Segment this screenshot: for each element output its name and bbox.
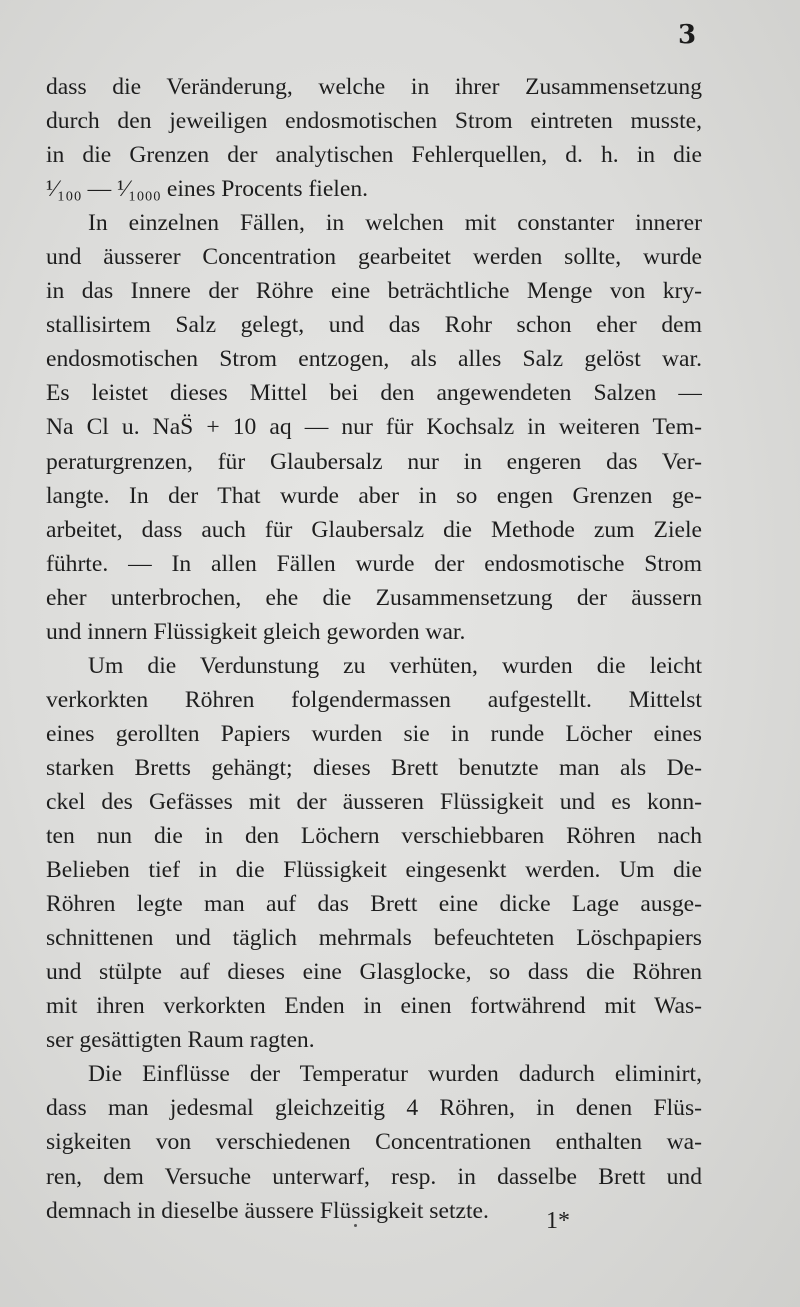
text-line: Die Einflüsse der Temperatur wurden dadurch eliminirt, bbox=[88, 1061, 702, 1088]
text-line: Um die Verdunstung zu verhüten, wurden die leicht bbox=[88, 652, 702, 679]
text-line: ren, dem Versuche unterwarf, resp. in dasselbe Brett und bbox=[46, 1163, 702, 1190]
text-line: dass man jedesmal gleichzeitig 4 Röhren, in denen Flüs- bbox=[46, 1095, 702, 1122]
text-line: peraturgrenzen, für Glaubersalz nur in engeren das Ver- bbox=[46, 448, 702, 475]
text-line: sigkeiten von verschiedenen Concentrationen enthalten wa- bbox=[46, 1129, 702, 1156]
body-text bbox=[46, 70, 702, 1228]
text-line: endosmotischen Strom entzogen, als alles Salz gelöst war. bbox=[46, 346, 702, 373]
text-line: und äusserer Concentration gearbeitet werden sollte, wurde bbox=[46, 244, 702, 271]
text-line: langte. In der That wurde aber in so engen Grenzen ge- bbox=[46, 482, 702, 509]
text-line: und innern Flüssigkeit gleich geworden war. bbox=[46, 618, 466, 645]
text-line: ckel des Gefässes mit der äusseren Flüssigkeit und es konn- bbox=[46, 788, 702, 815]
text-line: In einzelnen Fällen, in welchen mit constanter innerer bbox=[88, 210, 702, 237]
text-line: führte. — In allen Fällen wurde der endosmotische Strom bbox=[46, 550, 702, 577]
text-line: verkorkten Röhren folgendermassen aufgestellt. Mittelst bbox=[46, 686, 702, 713]
text-line: eines gerollten Papiers wurden sie in runde Löcher eines bbox=[46, 720, 702, 747]
text-line: ser gesättigten Raum ragten. bbox=[46, 1027, 315, 1054]
text-line: arbeitet, dass auch für Glaubersalz die Methode zum Ziele bbox=[46, 516, 702, 543]
text-line: Belieben tief in die Flüssigkeit eingesenkt werden. Um die bbox=[46, 857, 702, 884]
text-line: dass die Veränderung, welche in ihrer Zusammensetzung bbox=[46, 74, 702, 100]
text-line: Es leistet dieses Mittel bei den angewendeten Salzen — bbox=[46, 380, 702, 407]
print-speck bbox=[354, 1224, 357, 1227]
text-line: starken Bretts gehängt; dieses Brett benutzte man als De- bbox=[46, 754, 702, 781]
page-number: 3 bbox=[678, 20, 697, 50]
text-line: Röhren legte man auf das Brett eine dicke Lage ausge- bbox=[46, 891, 702, 918]
text-line: schnittenen und täglich mehrmals befeuchteten Löschpapiers bbox=[46, 925, 702, 952]
text-line: durch den jeweiligen endosmotischen Strom eintreten musste, bbox=[46, 108, 702, 135]
text-line: eher unterbrochen, ehe die Zusammensetzung der äussern bbox=[46, 584, 702, 611]
text-line: ten nun die in den Löchern verschiebbaren Röhren nach bbox=[46, 823, 702, 850]
text-line: ¹⁄₁₀₀ — ¹⁄₁₀₀₀ eines Procents fielen. bbox=[46, 176, 369, 203]
text-line: mit ihren verkorkten Enden in einen fortwährend mit Was- bbox=[46, 993, 702, 1020]
text-line: demnach in dieselbe äussere Flüssigkeit setzte. bbox=[46, 1197, 489, 1224]
text-line: stallisirtem Salz gelegt, und das Rohr schon eher dem bbox=[46, 312, 702, 339]
text-line: in das Innere der Röhre eine beträchtliche Menge von kry- bbox=[46, 278, 702, 305]
signature-mark: 1* bbox=[546, 1208, 570, 1234]
text-line: Na Cl u. NaS̈ + 10 aq — nur für Kochsalz in weiteren Tem- bbox=[46, 414, 702, 441]
text-line: in die Grenzen der analytischen Fehlerquellen, d. h. in die bbox=[46, 142, 702, 169]
text-line: und stülpte auf dieses eine Glasglocke, so dass die Röhren bbox=[46, 959, 702, 986]
